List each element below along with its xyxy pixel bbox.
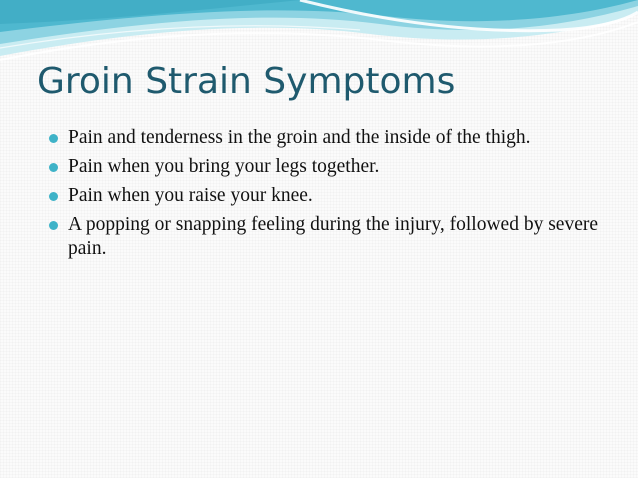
bullet-text: Pain when you bring your legs together. (68, 156, 380, 177)
bullet-item-4 (48, 213, 618, 261)
bullet-text: A popping or snapping feeling during the injury, followed by severe pain. (68, 214, 599, 259)
filled-circle-bullet-icon (49, 134, 58, 143)
slide-title: Groin Strain Symptoms (37, 61, 456, 102)
bullet-text: Pain when you raise your knee. (68, 185, 313, 206)
bullet-item-1 (48, 126, 618, 150)
filled-circle-bullet-icon (49, 163, 58, 172)
bullet-text: Pain and tenderness in the groin and the inside of the thigh. (68, 127, 531, 148)
bullet-item-2 (48, 155, 618, 179)
filled-circle-bullet-icon (49, 192, 58, 201)
bullet-list (48, 126, 618, 266)
bullet-item-3 (48, 184, 618, 208)
filled-circle-bullet-icon (49, 221, 58, 230)
